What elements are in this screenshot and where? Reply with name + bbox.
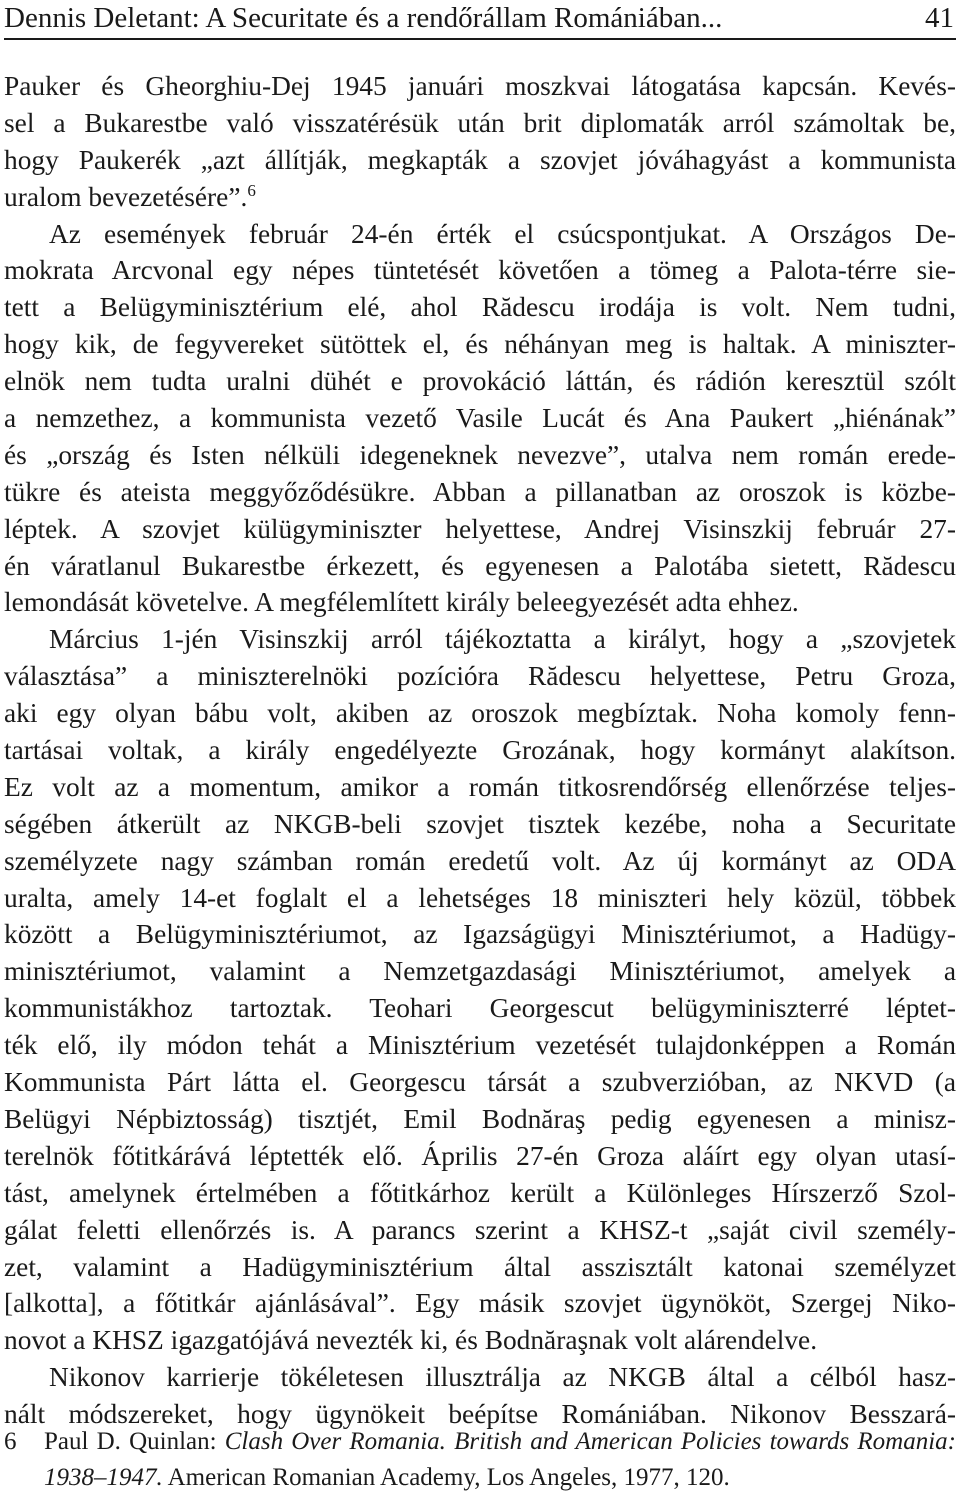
text-line xyxy=(4,880,956,917)
text-line-content: és „ország és Isten nélküli idegeneknek nevezve”, utalva nem román erede- xyxy=(4,439,956,470)
text-line xyxy=(4,437,956,474)
text-line-content: hogy kik, de fegyvereket sütöttek el, és néhányan meg is haltak. A miniszter- xyxy=(4,329,956,360)
text-line-content: tartásai voltak, a király engedélyezte Grozának, hogy kormányt alakítson. xyxy=(4,735,956,766)
text-line xyxy=(4,584,956,621)
text-line xyxy=(4,326,956,363)
text-line-content: sel a Bukarestbe való visszatérésük után brit diplomaták arról számoltak be, xyxy=(4,107,956,138)
text-line xyxy=(4,142,956,179)
text-line-content: léptek. A szovjet külügyminiszter helyettese, Andrej Visinszkij február 27- xyxy=(4,513,956,544)
footnote-book-title: Clash Over Romania. British and American Policies towards Romania: xyxy=(224,1428,956,1455)
text-line xyxy=(4,695,956,732)
text-line xyxy=(4,1322,956,1359)
running-header xyxy=(4,0,956,40)
text-line-content: Pauker és Gheorghiu-Dej 1945 januári moszkvai látogatása kapcsán. Kevés- xyxy=(4,71,956,101)
text-line-content: személyzete nagy számban román eredetű volt. Az új kormányt az ODA xyxy=(4,845,956,876)
text-line-content: hogy Paukerék „azt állítják, megkapták a szovjet jóváhagyást a kommunista xyxy=(4,144,956,175)
text-line xyxy=(4,1064,956,1101)
text-line xyxy=(4,1212,956,1249)
text-line-content: elnök nem tudta uralni dühét e provokáció láttán, és rádión keresztül szólt xyxy=(4,366,956,397)
text-line-content: Belügyi Népbiztosság) tisztjét, Emil Bodnăraş pedig egyenesen a minisz- xyxy=(4,1103,956,1134)
text-line xyxy=(4,769,956,806)
text-line-content: tükre és ateista meggyőződésükre. Abban a pillanatban az oroszok is közbe- xyxy=(4,476,956,507)
text-line-content: aki egy olyan bábu volt, akiben az oroszok megbíztak. Noha komoly fenn- xyxy=(4,698,956,729)
text-line xyxy=(4,216,956,253)
text-line xyxy=(4,179,956,216)
text-line xyxy=(4,105,956,142)
text-line-content: zet, valamint a Hadügyminisztérium által asszisztált katonai személyzet xyxy=(4,1251,956,1282)
text-line-content: [alkotta], a főtitkár ajánlásával”. Egy másik szovjet ügynököt, Szergej Niko- xyxy=(4,1288,956,1319)
text-line-content: uralta, amely 14-et foglalt el a lehetséges 18 miniszteri hely közül, többek xyxy=(4,882,956,913)
body-text xyxy=(4,68,956,1433)
text-line xyxy=(4,363,956,400)
text-line-content: lemondását követelve. A megfélemlített király beleegyezését adta ehhez. xyxy=(4,587,799,618)
text-line-content: kommunistákhoz tartoztak. Teohari Georgescut belügyminiszterré léptet- xyxy=(4,993,956,1024)
text-line xyxy=(4,1359,956,1396)
text-line-content: Kommunista Párt látta el. Georgescu társát a szubverzióban, az NKVD (a xyxy=(4,1067,956,1098)
text-line-content: novot a KHSZ igazgatójává nevezték ki, és Bodnăraşnak volt alárendelve. xyxy=(4,1325,818,1356)
footnote xyxy=(4,1424,956,1496)
text-line xyxy=(4,289,956,326)
text-line-content: a nemzethez, a kommunista vezető Vasile Lucát és Ana Paukert „hiénának” xyxy=(4,403,956,434)
footnote-reference: 6 xyxy=(247,180,256,200)
footnote-years: 1938–1947. xyxy=(44,1464,163,1491)
text-line-content: tett a Belügyminisztérium elé, ahol Rădescu irodája is volt. Nem tudni, xyxy=(4,292,956,323)
text-line xyxy=(4,68,956,105)
text-line xyxy=(4,658,956,695)
text-line-content: Ez volt az a momentum, amikor a román titkosrendőrség ellenőrzése teljes- xyxy=(4,771,956,802)
text-line-content: gálat feletti ellenőrzés is. A parancs szerint a KHSZ-t „saját civil személy- xyxy=(4,1214,956,1245)
running-title: Dennis Deletant: A Securitate és a rendőrállam Romániában... xyxy=(4,2,723,34)
footnote-line-2 xyxy=(4,1460,956,1496)
text-line-content: ségében átkerült az NKGB-beli szovjet tisztek kezébe, noha a Securitate xyxy=(4,808,956,839)
text-line xyxy=(4,1249,956,1286)
text-line-content: Az események február 24-én érték el csúcspontjukat. A Országos De- xyxy=(49,218,956,249)
text-line-content: választása” a miniszterelnöki pozícióra Rădescu helyettese, Petru Groza, xyxy=(4,661,956,692)
text-line xyxy=(4,732,956,769)
text-line-content: terelnök főtitkárává léptették elő. Április 27-én Groza aláírt egy olyan utasí- xyxy=(4,1140,956,1171)
text-line xyxy=(4,1175,956,1212)
text-line xyxy=(4,990,956,1027)
text-line xyxy=(4,252,956,289)
text-line xyxy=(4,916,956,953)
footnote-author: Paul D. Quinlan: xyxy=(44,1428,225,1455)
page-number: 41 xyxy=(925,2,954,34)
text-line xyxy=(4,511,956,548)
text-line xyxy=(4,621,956,658)
text-line xyxy=(4,1285,956,1322)
text-line-content: Március 1-jén Visinszkij arról tájékoztatta a királyt, hogy a „szovjetek xyxy=(49,624,956,655)
text-line-content: tást, amelynek értelmében a főtitkárhoz került a Különleges Hírszerző Szol- xyxy=(4,1177,956,1208)
text-line xyxy=(4,1138,956,1175)
text-line xyxy=(4,1101,956,1138)
text-line xyxy=(4,400,956,437)
text-line-content: mokrata Arcvonal egy népes tüntetését követően a tömeg a Palota-térre sie- xyxy=(4,255,956,286)
footnote-number: 6 xyxy=(4,1428,17,1455)
footnote-publisher: American Romanian Academy, Los Angeles, 1977, 120. xyxy=(162,1464,730,1491)
text-line xyxy=(4,548,956,585)
text-line-content: én váratlanul Bukarestbe érkezett, és egyenesen a Palotába sietett, Rădescu xyxy=(4,550,956,581)
text-line-content: uralom bevezetésére”. xyxy=(4,181,248,212)
footnote-line-1 xyxy=(4,1424,956,1460)
text-line xyxy=(4,953,956,990)
text-line xyxy=(4,474,956,511)
text-line xyxy=(4,1027,956,1064)
text-line xyxy=(4,806,956,843)
text-line xyxy=(4,843,956,880)
text-line-content: Nikonov karrierje tökéletesen illusztrálja az NKGB által a célból hasz- xyxy=(49,1362,956,1393)
text-line-content: minisztériumot, valamint a Nemzetgazdasági Minisztériumot, amelyek a xyxy=(4,956,956,987)
text-line-content: nált módszereket, hogy ügynökeit beépítse Romániában. Nikonov Besszará- xyxy=(4,1399,956,1430)
text-line-content: ték elő, ily módon tehát a Minisztérium vezetését tulajdonképpen a Román xyxy=(4,1030,956,1061)
text-line-content: között a Belügyminisztériumot, az Igazságügyi Minisztériumot, a Hadügy- xyxy=(4,919,956,950)
